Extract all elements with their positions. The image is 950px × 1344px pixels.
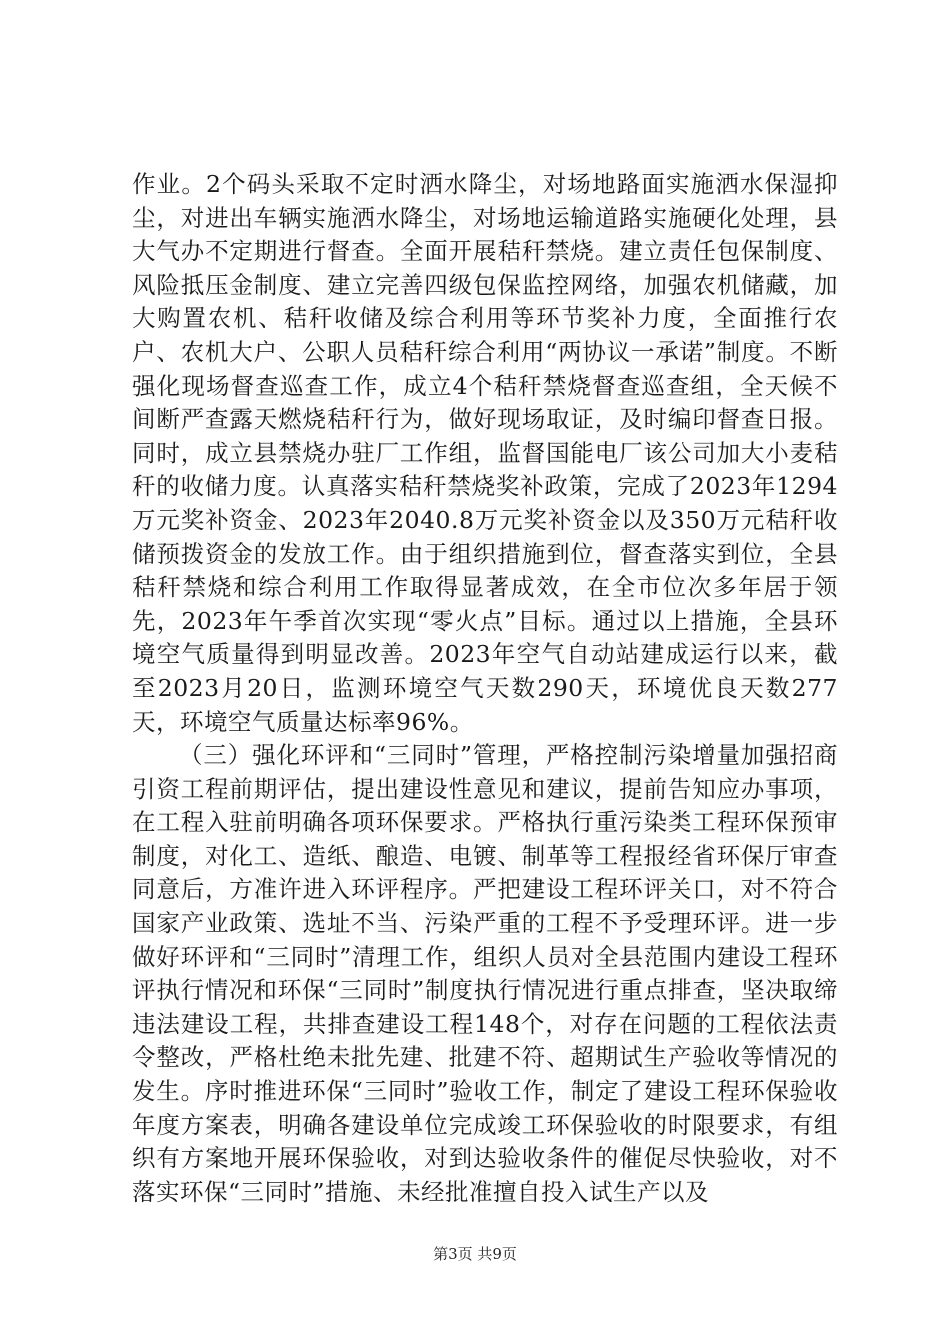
paragraph-eia-three-simultaneous: （三）强化环评和“三同时”管理，严格控制污染增量加强招商引资工程前期评估，提出建设性意见和建议，提前告知应办事项，在工程入驻前明确各项环保要求。严格执行重污染类工程环保预审制度，对化工、造纸、酿造、电镀、制革等工程报经省环保厅审查同意后，方准许进入环评程序。严把建设工程环评关口，对不符合国家产业政策、选址不当、污染严重的工程不予受理环评。进一步做好环评和“三同时”清理工作，组织人员对全县范围内建设工程环评执行情况和环保“三同时”制度执行情况进行重点排查，坚决取缔违法建设工程，共排查建设工程148个，对存在问题的工程依法责令整改，严格杜绝未批先建、批建不符、超期试生产验收等情况的发生。序时推进环保“三同时”验收工作，制定了建设工程环保验收年度方案表，明确各建设单位完成竣工环保验收的时限要求，有组织有方案地开展环保验收，对到达验收条件的催促尽快验收，对不落实环保“三同时”措施、未经批准擅自投入试生产以及 <box>132 741 838 1206</box>
page-number-footer: 第3页 共9页 <box>433 1245 517 1263</box>
document-body <box>132 168 838 1209</box>
paragraph-air-quality-measures: 作业。2个码头采取不定时洒水降尘，对场地路面实施洒水保湿抑尘，对进出车辆实施洒水降尘，对场地运输道路实施硬化处理，县大气办不定期进行督查。全面开展秸秆禁烧。建立责任包保制度、风险抵压金制度、建立完善四级包保监控网络，加强农机储藏，加大购置农机、秸秆收储及综合利用等环节奖补力度，全面推行农户、农机大户、公职人员秸秆综合利用“两协议一承诺”制度。不断强化现场督查巡查工作，成立4个秸秆禁烧督查巡查组，全天候不间断严查露天燃烧秸秆行为，做好现场取证，及时编印督查日报。同时，成立县禁烧办驻厂工作组，监督国能电厂该公司加大小麦秸秆的收储力度。认真落实秸秆禁烧奖补政策，完成了2023年1294万元奖补资金、2023年2040.8万元奖补资金以及350万元秸秆收储预拨资金的发放工作。由于组织措施到位，督查落实到位，全县秸秆禁烧和综合利用工作取得显著成效，在全市位次多年居于领先，2023年午季首次实现“零火点”目标。通过以上措施，全县环境空气质量得到明显改善。2023年空气自动站建成运行以来，截至2023月20日，监测环境空气天数290天，环境优良天数277天，环境空气质量达标率96%。 <box>132 170 838 736</box>
